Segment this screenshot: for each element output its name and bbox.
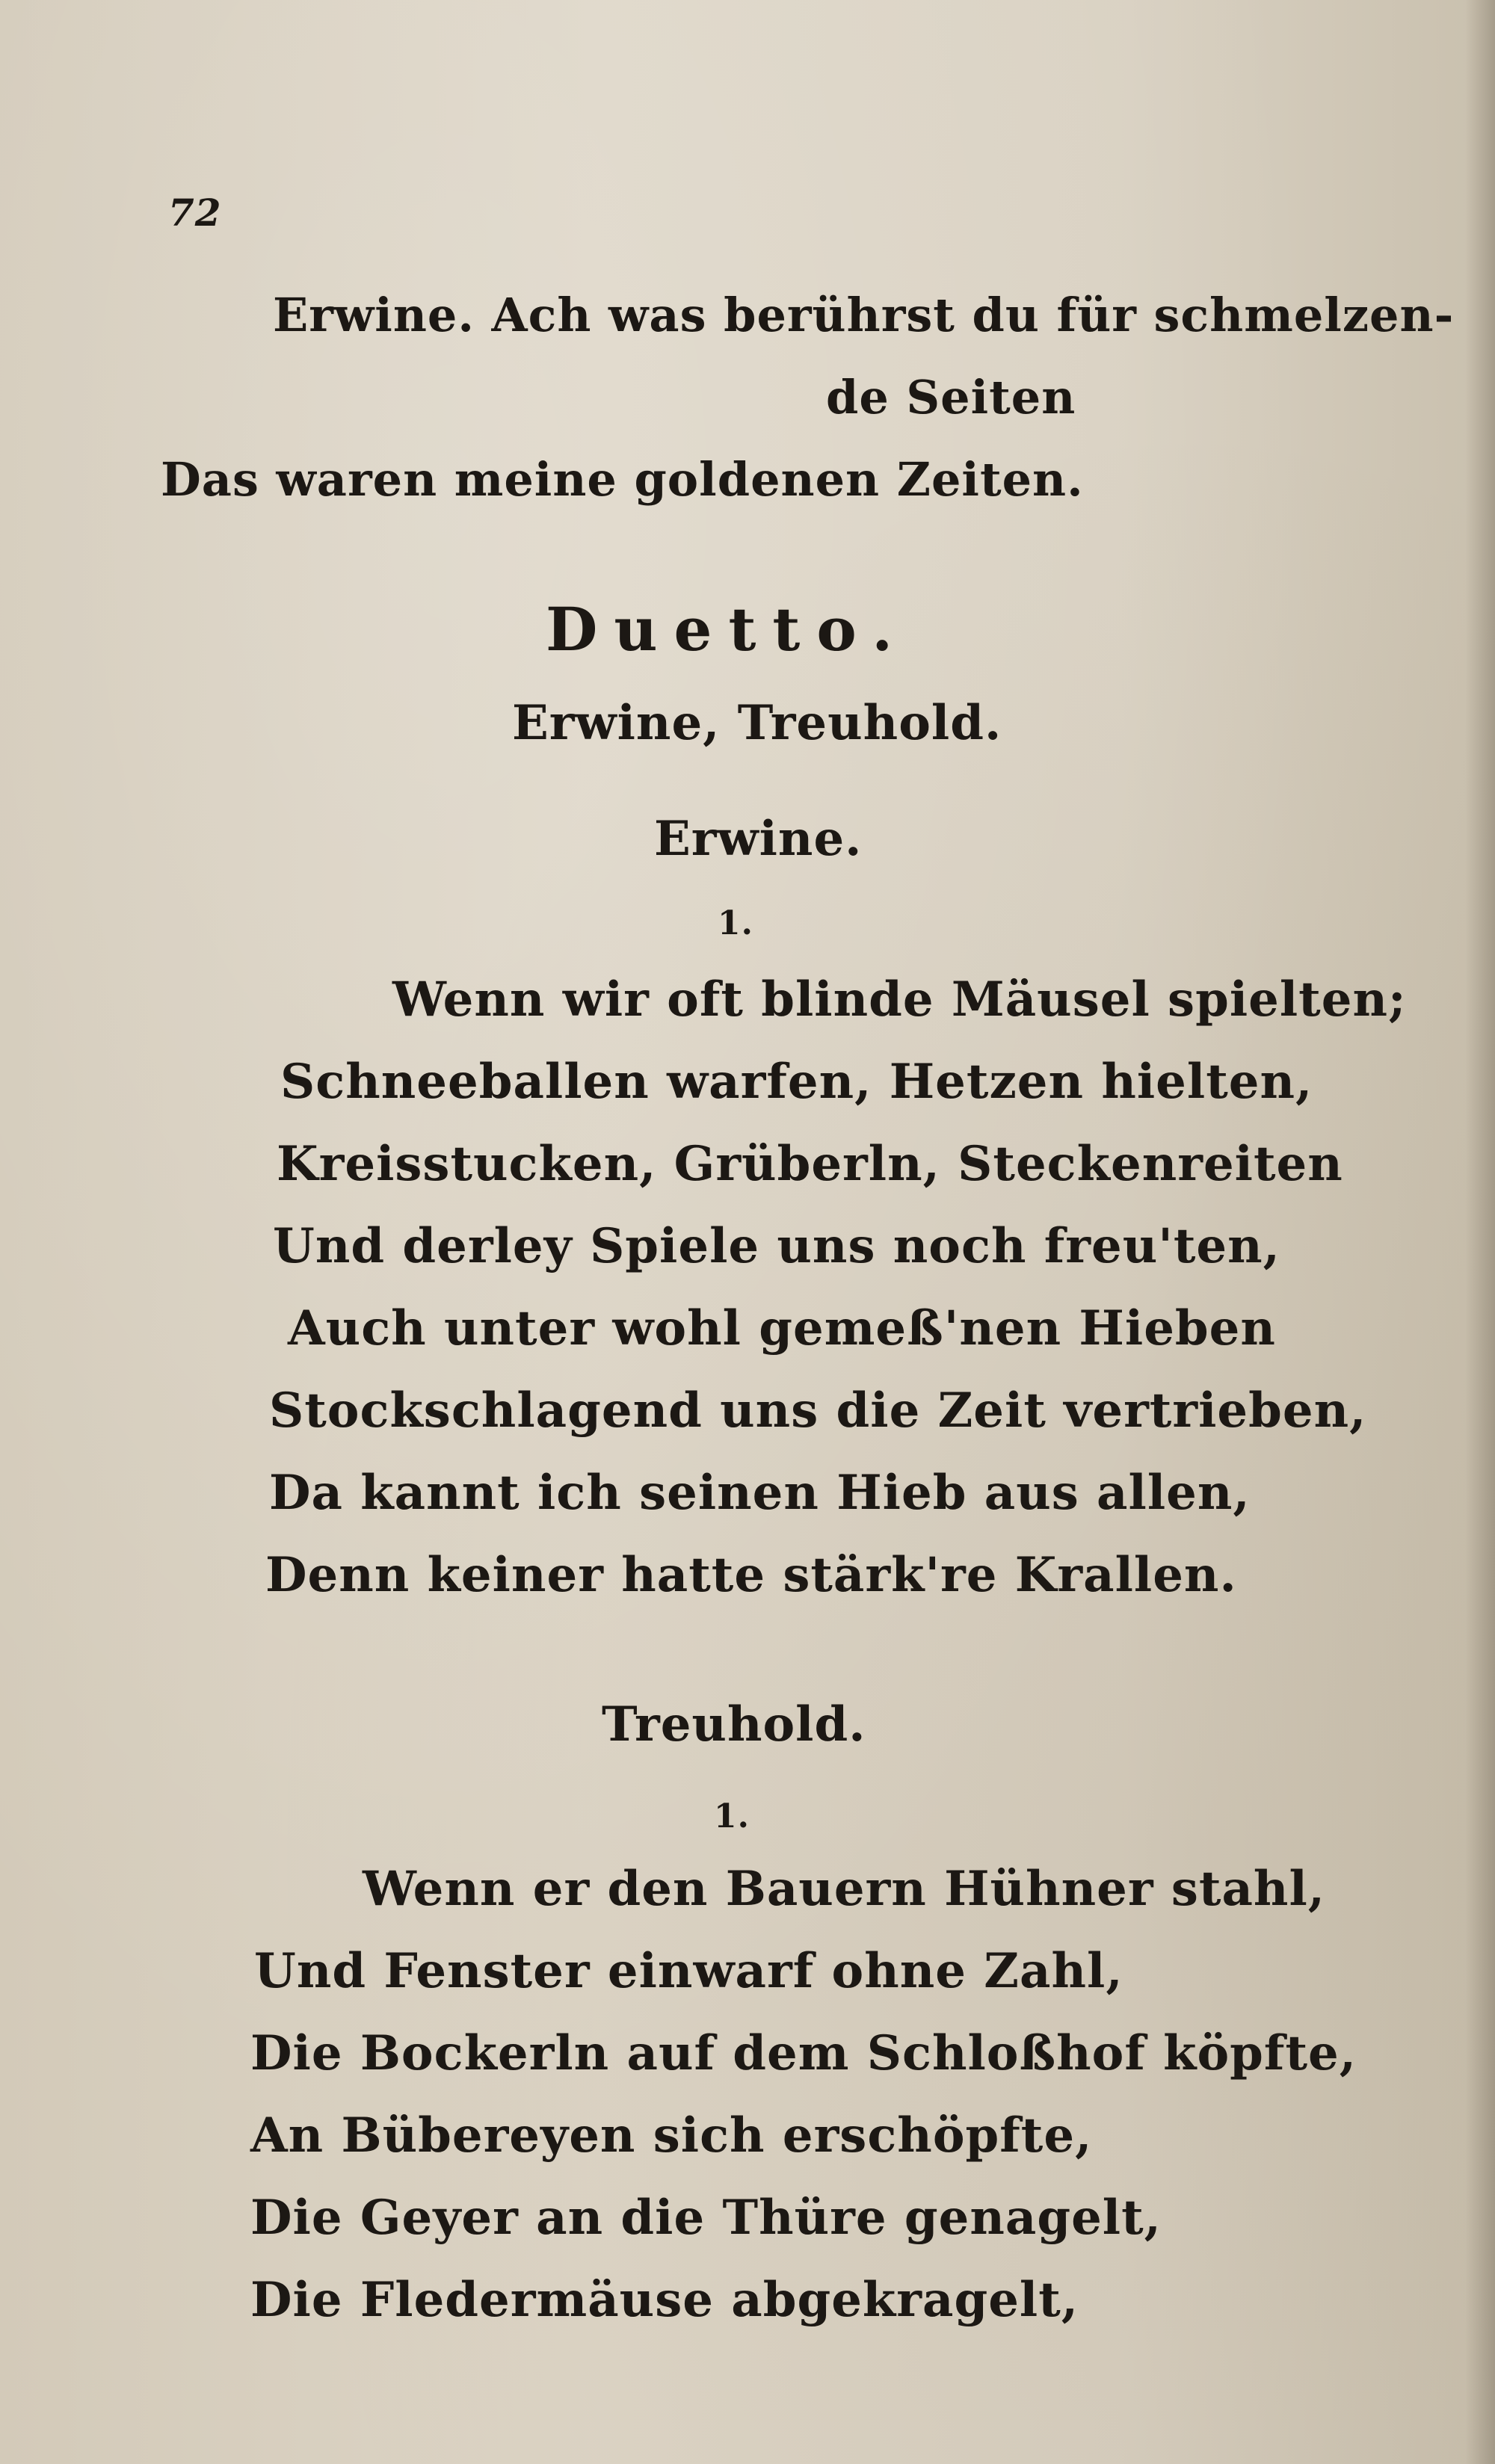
verse-line: Und Fenster einwarf ohne Zahl, [254,1943,1123,1999]
duet-persons: Erwine, Treuhold. [512,695,1002,751]
verse-line: Die Geyer an die Thüre genagelt, [250,2190,1162,2246]
verse-line: Da kannt ich seinen Hieb aus allen, [269,1465,1251,1521]
verse-line: Die Bockerln auf dem Schloßhof köpfte, [250,2025,1357,2081]
page-gutter-shadow [1465,0,1495,2464]
verse-line: Stockschlagend uns die Zeit vertrieben, [269,1383,1367,1439]
intro-line-3: Das waren meine goldenen Zeiten. [161,452,1084,507]
verse-line: Wenn er den Bauern Hühner stahl, [363,1861,1326,1917]
verse-line: An Bübereyen sich erschöpfte, [250,2108,1093,2164]
page-number: 72 [168,191,222,235]
intro-line-2: de Seiten [826,370,1076,424]
stanza-number: 1. [718,904,753,942]
verse-line: Die Fledermäuse abgekragelt, [250,2272,1079,2328]
verse-line: Denn keiner hatte stärk're Krallen. [265,1547,1237,1603]
speaker-erwine: Erwine. [654,811,863,867]
verse-line: Schneeballen warfen, Hetzen hielten, [280,1054,1313,1110]
duet-title: Duetto. [546,594,910,664]
speaker-treuhold: Treuhold. [602,1696,866,1753]
intro-line-1: Erwine. Ach was berührst du für schmelzen- [273,288,1455,342]
verse-line: Wenn wir oft blinde Mäusel spielten; [392,972,1407,1028]
verse-line: Und derley Spiele uns noch freu'ten, [273,1218,1280,1274]
verse-line: Kreisstucken, Grüberln, Steckenreiten [277,1136,1343,1192]
verse-line: Auch unter wohl gemeß'nen Hieben [288,1300,1276,1356]
stanza-number: 1. [714,1797,750,1835]
